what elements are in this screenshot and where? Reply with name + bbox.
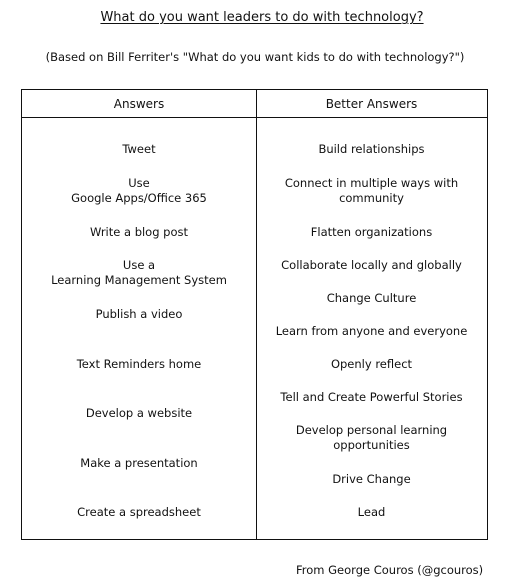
answer-item: Use a Learning Management System (51, 258, 227, 287)
credit-line: From George Couros (@gcouros) (296, 563, 484, 577)
answer-item: Text Reminders home (76, 357, 202, 371)
answers-table (21, 89, 488, 540)
answer-item: Publish a video (95, 307, 183, 321)
answers-header: Answers (113, 97, 165, 111)
header-divider (22, 117, 487, 118)
page-title: What do you want leaders to do with technology? (100, 10, 424, 25)
better-answer-item: Drive Change (332, 472, 411, 486)
better-answer-item: Flatten organizations (310, 225, 433, 239)
better-answer-item: Learn from anyone and everyone (275, 324, 468, 338)
better-answer-item: Connect in multiple ways with community (284, 176, 459, 205)
better-answers-header: Better Answers (325, 97, 418, 111)
answer-item: Make a presentation (80, 456, 198, 470)
answer-item: Use Google Apps/Office 365 (71, 176, 207, 205)
answer-item: Develop a website (85, 406, 193, 420)
answer-item: Write a blog post (89, 225, 189, 239)
better-answer-item: Change Culture (326, 291, 417, 305)
better-answer-item: Tell and Create Powerful Stories (280, 390, 463, 404)
better-answer-item: Openly reflect (330, 357, 413, 371)
better-answer-item: Lead (357, 505, 386, 519)
better-answer-item: Collaborate locally and globally (281, 258, 462, 272)
page-subtitle: (Based on Bill Ferriter's "What do you want kids to do with technology?") (45, 50, 465, 64)
better-answer-item: Build relationships (318, 142, 425, 156)
answer-item: Tweet (122, 142, 156, 156)
answer-item: Create a spreadsheet (77, 505, 201, 519)
better-answer-item: Develop personal learning opportunities (295, 423, 448, 452)
